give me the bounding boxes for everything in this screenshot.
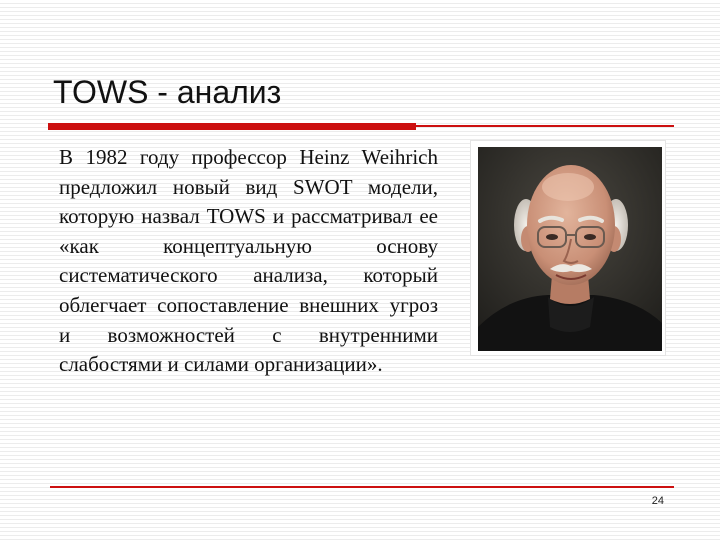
slide-title: TOWS - анализ bbox=[53, 74, 282, 110]
page-number: 24 bbox=[651, 495, 664, 507]
title-underline-line bbox=[416, 125, 674, 127]
body-paragraph: В 1982 году профессор Heinz Weihrich предложил новый вид SWOT модели, которую назвал TOWS и рассматривал ее «как концептуальную основу систематического анализа, который облегчает сопоставление внешних угроз и возможностей с внутренними слабостями и силами организации». bbox=[59, 145, 438, 377]
title-underline-bar bbox=[48, 123, 416, 130]
portrait-photo bbox=[478, 147, 662, 351]
footer-divider bbox=[50, 486, 674, 488]
